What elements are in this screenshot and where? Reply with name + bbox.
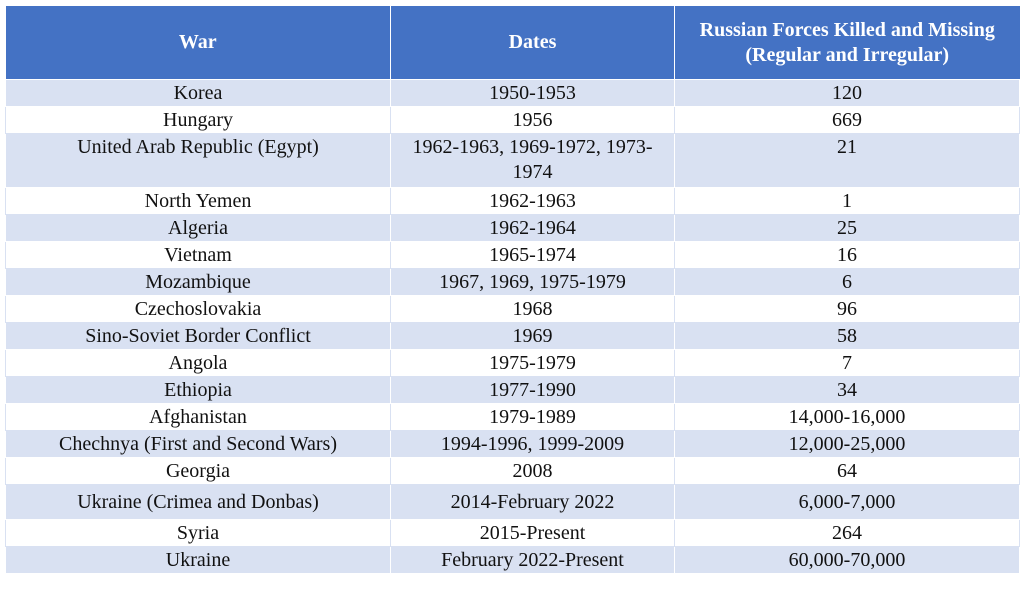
table-row xyxy=(6,547,1020,574)
cell-casualties: 34 xyxy=(675,377,1020,404)
table-row xyxy=(6,377,1020,404)
cell-war: Ukraine (Crimea and Donbas) xyxy=(6,485,391,520)
table-row xyxy=(6,269,1020,296)
cell-dates: 1962-1964 xyxy=(391,215,675,242)
table-row xyxy=(6,296,1020,323)
cell-dates: February 2022-Present xyxy=(391,547,675,574)
cell-casualties: 16 xyxy=(675,242,1020,269)
table-body xyxy=(6,80,1020,574)
cell-dates: 1975-1979 xyxy=(391,350,675,377)
cell-dates: 2015-Present xyxy=(391,520,675,547)
cell-dates: 2014-February 2022 xyxy=(391,485,675,520)
cell-dates: 1962-1963 xyxy=(391,188,675,215)
cell-dates: 1950-1953 xyxy=(391,80,675,107)
cell-war: Sino-Soviet Border Conflict xyxy=(6,323,391,350)
table-row xyxy=(6,242,1020,269)
cell-casualties: 12,000-25,000 xyxy=(675,431,1020,458)
table-row xyxy=(6,107,1020,134)
cell-war: Angola xyxy=(6,350,391,377)
cell-war: Korea xyxy=(6,80,391,107)
table-row xyxy=(6,520,1020,547)
cell-dates: 1967, 1969, 1975-1979 xyxy=(391,269,675,296)
cell-casualties: 1 xyxy=(675,188,1020,215)
cell-dates: 1994-1996, 1999-2009 xyxy=(391,431,675,458)
cell-dates: 2008 xyxy=(391,458,675,485)
cell-war: Ethiopia xyxy=(6,377,391,404)
cell-dates: 1965-1974 xyxy=(391,242,675,269)
cell-dates: 1956 xyxy=(391,107,675,134)
table-row xyxy=(6,350,1020,377)
table-header xyxy=(6,6,1020,80)
table-container xyxy=(5,6,1019,574)
cell-casualties: 21 xyxy=(675,134,1020,188)
cell-dates: 1968 xyxy=(391,296,675,323)
cell-war: Ukraine xyxy=(6,547,391,574)
cell-casualties: 58 xyxy=(675,323,1020,350)
table-row xyxy=(6,215,1020,242)
cell-casualties: 60,000-70,000 xyxy=(675,547,1020,574)
cell-casualties: 7 xyxy=(675,350,1020,377)
cell-casualties: 96 xyxy=(675,296,1020,323)
cell-war: North Yemen xyxy=(6,188,391,215)
header-war: War xyxy=(6,6,391,80)
cell-casualties: 264 xyxy=(675,520,1020,547)
table-row xyxy=(6,431,1020,458)
table-row xyxy=(6,80,1020,107)
table-row xyxy=(6,404,1020,431)
cell-war: Chechnya (First and Second Wars) xyxy=(6,431,391,458)
header-casualties: Russian Forces Killed and Missing (Regular and Irregular) xyxy=(675,6,1020,80)
cell-war: Algeria xyxy=(6,215,391,242)
header-dates: Dates xyxy=(391,6,675,80)
cell-war: United Arab Republic (Egypt) xyxy=(6,134,391,188)
cell-dates: 1962-1963, 1969-1972, 1973-1974 xyxy=(391,134,675,188)
cell-casualties: 669 xyxy=(675,107,1020,134)
table-row xyxy=(6,323,1020,350)
cell-casualties: 6,000-7,000 xyxy=(675,485,1020,520)
table-row xyxy=(6,485,1020,520)
cell-war: Hungary xyxy=(6,107,391,134)
cell-dates: 1969 xyxy=(391,323,675,350)
cell-casualties: 64 xyxy=(675,458,1020,485)
cell-war: Georgia xyxy=(6,458,391,485)
cell-casualties: 14,000-16,000 xyxy=(675,404,1020,431)
cell-war: Syria xyxy=(6,520,391,547)
cell-casualties: 6 xyxy=(675,269,1020,296)
cell-dates: 1977-1990 xyxy=(391,377,675,404)
cell-casualties: 25 xyxy=(675,215,1020,242)
cell-war: Afghanistan xyxy=(6,404,391,431)
table-row xyxy=(6,188,1020,215)
header-row xyxy=(6,6,1020,80)
table-row xyxy=(6,458,1020,485)
cell-war: Vietnam xyxy=(6,242,391,269)
cell-casualties: 120 xyxy=(675,80,1020,107)
cell-war: Mozambique xyxy=(6,269,391,296)
russian-wars-casualties-table xyxy=(5,6,1020,574)
cell-dates: 1979-1989 xyxy=(391,404,675,431)
table-row xyxy=(6,134,1020,188)
cell-war: Czechoslovakia xyxy=(6,296,391,323)
